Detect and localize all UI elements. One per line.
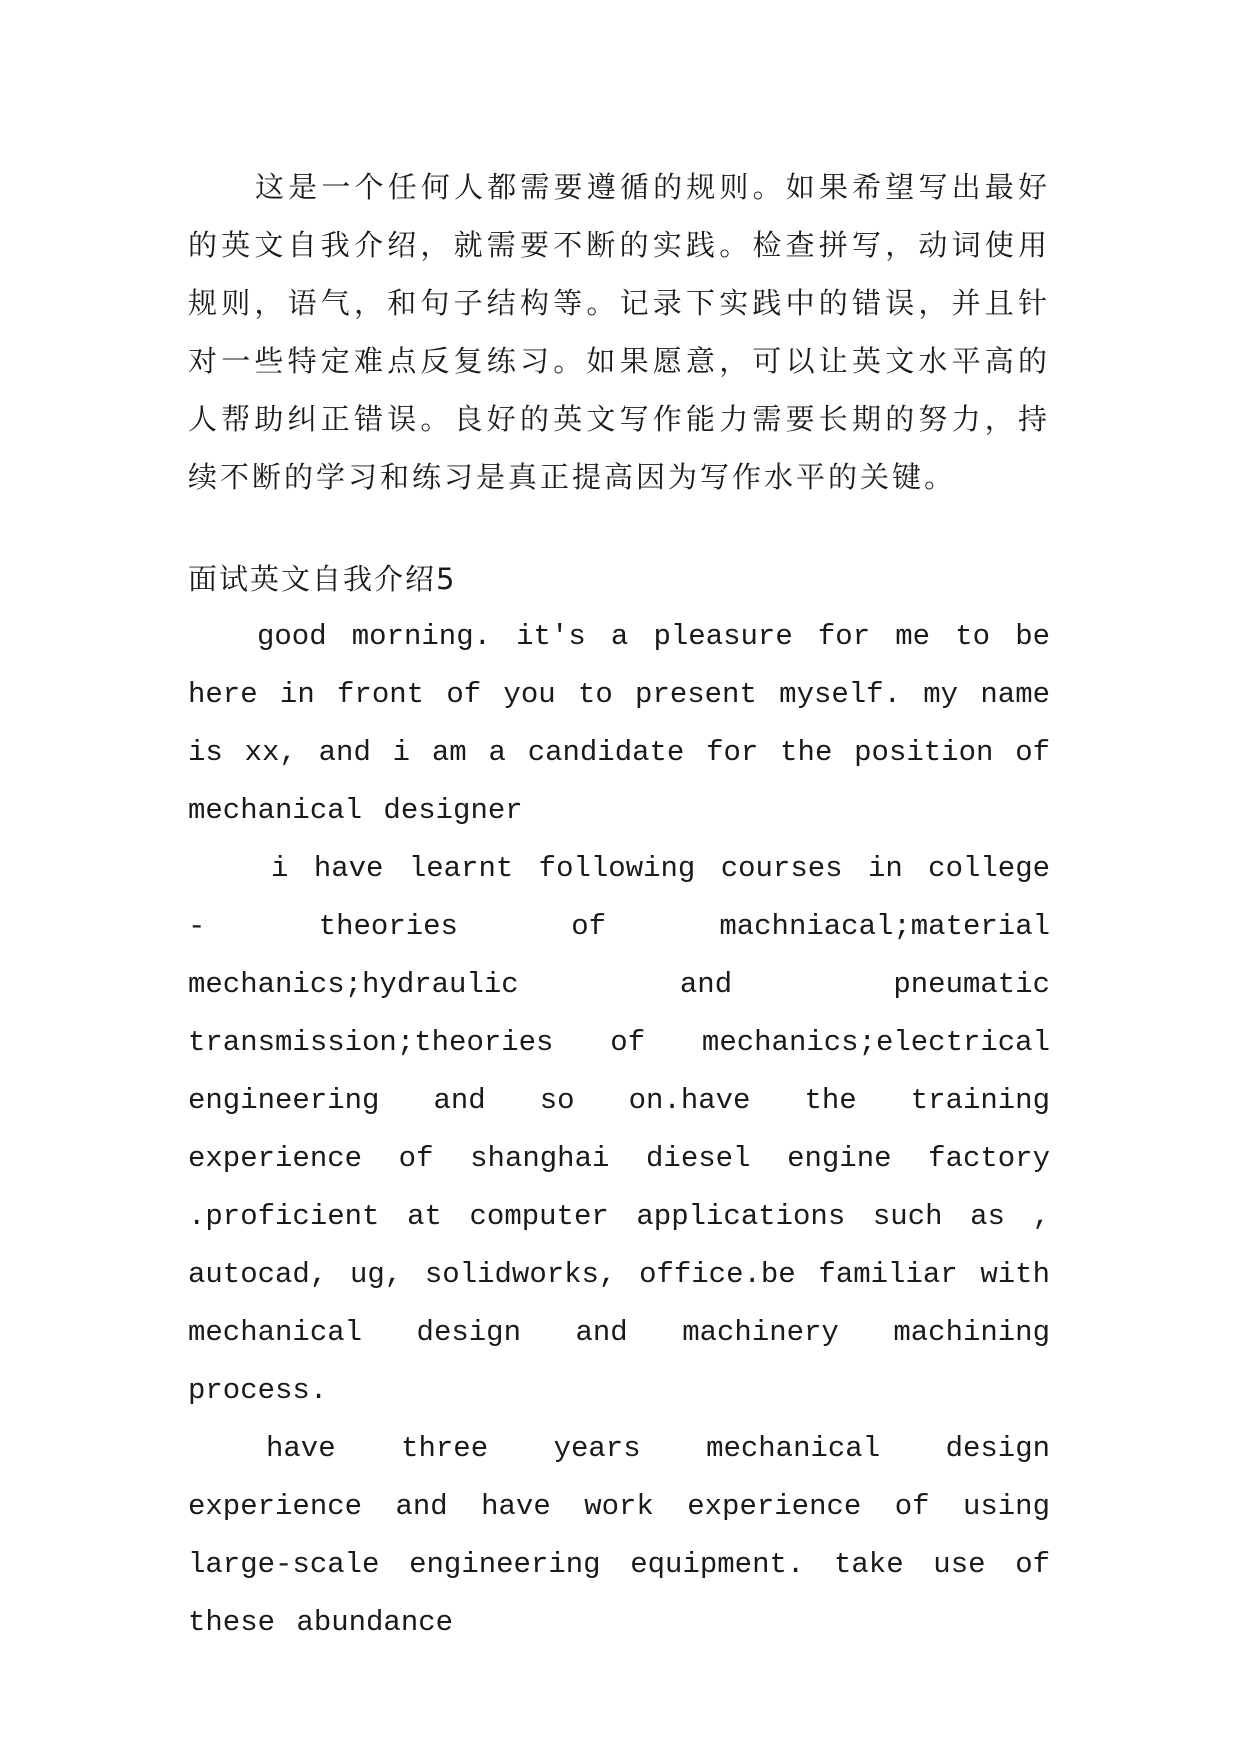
document-body bbox=[188, 158, 1050, 1652]
section-heading: 面试英文自我介绍5 bbox=[188, 562, 457, 596]
paragraph-en-intro: good morning. it's a pleasure for me to be here in front of you to present myself. my name is xx, and i am a candidate for the position of mechanical designer bbox=[188, 620, 1050, 827]
paragraph-en-experience: have three years mechanical design experience and have work experience of using large-scale engineering equipment. take use of these abundance bbox=[188, 1432, 1050, 1639]
paragraph-en-courses: i have learnt following courses in college - theories of machniacal;material mechanics;hydraulic and pneumatic transmission;theories of mechanics;electrical engineering and so on.have the training experience of shanghai diesel engine factory .proficient at computer applications such as , autocad, ug, solidworks, office.be familiar with mechanical design and machinery machining process. bbox=[188, 852, 1050, 1407]
paragraph-zh: 这是一个任何人都需要遵循的规则。如果希望写出最好的英文自我介绍，就需要不断的实践。检查拼写，动词使用规则，语气，和句子结构等。记录下实践中的错误，并且针对一些特定难点反复练习。如果愿意，可以让英文水平高的人帮助纠正错误。良好的英文写作能力需要长期的努力，持续不断的学习和练习是真正提高因为写作水平的关键。 bbox=[188, 170, 1050, 494]
